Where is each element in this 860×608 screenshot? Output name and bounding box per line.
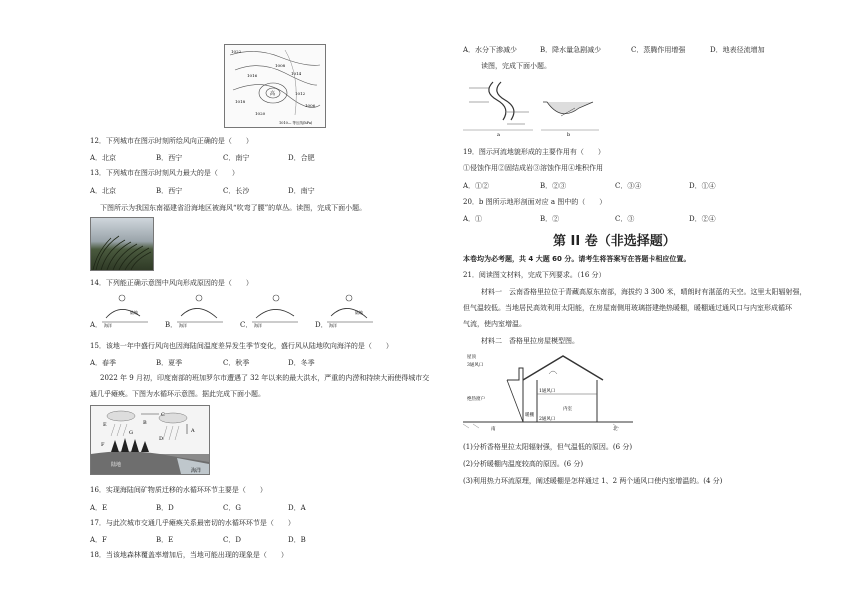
label-a: A bbox=[191, 428, 195, 434]
q21-material1-line2: 但气温较低。当地居民高效利用太阳能，在房屋南侧用玻璃搭建绝热暖棚，暖棚通过通风口与内室形成循环 bbox=[463, 304, 792, 312]
q18-stem: 18．当该地森林覆盖率增加后，当地可能出现的现象是（ ） bbox=[90, 551, 288, 559]
high-pressure-label: 高 bbox=[270, 91, 276, 97]
sea-label: 海洋 bbox=[254, 323, 262, 328]
q16-option-c[interactable]: C．G bbox=[223, 504, 241, 512]
q20-option-b[interactable]: B．② bbox=[540, 215, 560, 223]
land-label: 陆地 bbox=[355, 310, 363, 315]
q14-diagram-b bbox=[175, 292, 225, 328]
q21-stem: 21．阅读图文材料，完成下列要求。（16 分） bbox=[463, 271, 606, 279]
isobar-label: 1006 bbox=[305, 103, 316, 108]
fig-b-label: b bbox=[567, 132, 571, 136]
q20-option-a[interactable]: A．① bbox=[463, 215, 483, 223]
q13-option-c[interactable]: C．长沙 bbox=[223, 187, 250, 195]
q16-option-b[interactable]: B．D bbox=[156, 504, 174, 512]
q20-option-d[interactable]: D．②④ bbox=[689, 215, 716, 223]
q12-option-a[interactable]: A．北京 bbox=[90, 154, 117, 162]
q19-statements: ①侵蚀作用②固结成岩③溶蚀作用④堆积作用 bbox=[463, 164, 603, 172]
q18-option-a[interactable]: A．水分下渗减少 bbox=[463, 46, 518, 54]
q19-option-c[interactable]: C．③④ bbox=[615, 182, 642, 190]
river-figure bbox=[463, 78, 603, 136]
q14-diagram-d bbox=[325, 292, 375, 328]
river-diagram bbox=[463, 78, 603, 136]
isobar-map bbox=[225, 45, 325, 127]
isobar-caption: 1010— 等压线(hPa) bbox=[279, 121, 313, 125]
sea-label: 海洋 bbox=[104, 323, 112, 328]
land-label: 陆地 bbox=[111, 462, 122, 468]
q15-stem: 15．该地一年中盛行风向也因海陆间温度差异发生季节变化，盛行风从陆地吹向海洋的是（ ） bbox=[90, 342, 393, 350]
shed-label: 暖棚 bbox=[525, 413, 534, 418]
house-diagram bbox=[463, 350, 633, 432]
q15-option-a[interactable]: A．春季 bbox=[90, 359, 117, 367]
q18-option-d[interactable]: D．地表径流增加 bbox=[710, 46, 765, 54]
q18-option-b[interactable]: B．降水量急剧减少 bbox=[540, 46, 602, 54]
section-note: 本卷均为必考题，共 4 大题 60 分。请考生将答案写在答题卡相应位置。 bbox=[463, 255, 691, 263]
q20-option-c[interactable]: C．③ bbox=[615, 215, 635, 223]
section-title: 第 II 卷（非选择题） bbox=[553, 234, 676, 249]
q12-option-b[interactable]: B．西宁 bbox=[156, 154, 183, 162]
q14-diagram-c bbox=[250, 292, 300, 328]
fig-a-label: a bbox=[497, 132, 500, 136]
q19-option-d[interactable]: D．①④ bbox=[689, 182, 716, 190]
q17-option-a[interactable]: A．F bbox=[90, 536, 107, 544]
q13-option-d[interactable]: D．南宁 bbox=[288, 187, 315, 195]
vent3-label: 3通风口 bbox=[467, 363, 484, 368]
q16-option-d[interactable]: D．A bbox=[288, 504, 306, 512]
q16-stem: 16．实现海陆间矿物质迁移的水循环环节主要是（ ） bbox=[90, 486, 267, 494]
isobar-label: 1012 bbox=[295, 91, 306, 96]
q12-option-c[interactable]: C．南宁 bbox=[223, 154, 250, 162]
label-g: G bbox=[129, 430, 133, 436]
q21-part1: (1)分析香格里拉太阳辐射强，但气温低的原因。(6 分) bbox=[463, 443, 633, 451]
q14-diagram-a bbox=[100, 292, 150, 328]
q13-option-b[interactable]: B．西宁 bbox=[156, 187, 183, 195]
water-cycle-diagram bbox=[91, 406, 209, 474]
grass-photo bbox=[90, 217, 154, 271]
isobar-label: 1020 bbox=[255, 111, 266, 116]
q17-stem: 17．与此次城市交通几乎瘫痪关系最密切的水循环环节是（ ） bbox=[90, 519, 295, 527]
q17-option-d[interactable]: D．B bbox=[288, 536, 306, 544]
q15-option-b[interactable]: B．夏季 bbox=[156, 359, 183, 367]
q17-option-c[interactable]: C．D bbox=[223, 536, 241, 544]
q14-options bbox=[90, 292, 420, 332]
q14-option-b[interactable]: B． bbox=[165, 321, 178, 329]
roof-label: 屋顶 bbox=[467, 355, 476, 360]
room-label: 内室 bbox=[563, 407, 572, 412]
q12-stem: 12．下列城市在图示时刻所绘风向正确的是（ ） bbox=[90, 137, 253, 145]
vent1-label: 1通风口 bbox=[539, 389, 556, 394]
q16-intro-line1: 2022 年 9 月初，印度南部的班加罗尔市遭遇了 32 年以来的最大洪水，严重的内涝和持续大雨使得城市交 bbox=[100, 374, 430, 382]
label-e: E bbox=[103, 422, 107, 428]
water-cycle-figure bbox=[90, 405, 210, 475]
label-b: B bbox=[143, 420, 147, 426]
q14-option-d[interactable]: D． bbox=[315, 321, 328, 329]
isobar-label: 1014 bbox=[291, 71, 302, 76]
sea-label: 海洋 bbox=[191, 468, 202, 474]
q19-intro: 读图，完成下面小题。 bbox=[481, 62, 551, 70]
q19-option-a[interactable]: A．①② bbox=[463, 182, 490, 190]
q14-option-c[interactable]: C． bbox=[240, 321, 253, 329]
q16-option-a[interactable]: A．E bbox=[90, 504, 108, 512]
sea-label: 海洋 bbox=[329, 323, 337, 328]
q19-stem: 19．图示河流地貌形成的主要作用有（ ） bbox=[463, 148, 605, 156]
glass-window-label: 绝热窗户 bbox=[467, 397, 485, 402]
isobar-label: 1022 bbox=[231, 49, 242, 54]
q15-option-d[interactable]: D．冬季 bbox=[288, 359, 315, 367]
q15-option-c[interactable]: C．秋季 bbox=[223, 359, 250, 367]
q20-stem: 20．b 图所示地形剖面对应 a 图中的（ ） bbox=[463, 198, 607, 206]
isobar-label: 1018 bbox=[235, 99, 246, 104]
q13-option-a[interactable]: A．北京 bbox=[90, 187, 117, 195]
q21-material2: 材料二 香格里拉房屋模型图。 bbox=[481, 337, 579, 345]
land-label: 陆地 bbox=[130, 310, 138, 315]
label-d: D bbox=[159, 436, 164, 442]
q21-material1-line3: 气流，使内室增温。 bbox=[463, 320, 526, 328]
q21-part2: (2)分析暖棚内温度较高的原因。(6 分) bbox=[463, 460, 584, 468]
q21-material1-line1: 材料一 云南香格里拉位于青藏高原东南部，海拔约 3 300 米，晴朗时有湛蓝的天空。这里太阳辐射强， bbox=[481, 288, 807, 296]
q21-part3: (3)利用热力环流原理，阐述暖棚是怎样通过 1、2 两个通风口使内室增温的。(4 分) bbox=[463, 477, 723, 485]
sea-label: 海洋 bbox=[179, 323, 187, 328]
south-label: 南 bbox=[491, 427, 496, 432]
vent2-label: 2通风口 bbox=[539, 417, 556, 422]
q18-option-c[interactable]: C．蒸腾作用增强 bbox=[631, 46, 686, 54]
isobar-label: 1016 bbox=[247, 73, 258, 78]
q12-option-d[interactable]: D．合肥 bbox=[288, 154, 315, 162]
isobar-label: 1008 bbox=[275, 63, 286, 68]
q16-intro-line2: 通几乎瘫痪。下图为水循环示意图。据此完成下面小题。 bbox=[90, 390, 265, 398]
label-c: C bbox=[161, 412, 165, 418]
house-figure bbox=[463, 350, 633, 432]
q17-option-b[interactable]: B．E bbox=[156, 536, 174, 544]
q14-stem: 14．下列能正确示意图中风向形成原因的是（ ） bbox=[90, 279, 253, 287]
q13-stem: 13．下列城市在图示时刻风力最大的是（ ） bbox=[90, 169, 239, 177]
label-f: F bbox=[101, 442, 105, 448]
north-label: 北 bbox=[613, 427, 618, 432]
q14-option-a[interactable]: A． bbox=[90, 321, 103, 329]
q14-intro: 下图所示为我国东南福建省沿海地区被海风“吹弯了腰”的草丛。读图，完成下面小题。 bbox=[100, 204, 367, 212]
q19-option-b[interactable]: B．②③ bbox=[540, 182, 567, 190]
isobar-map-figure bbox=[224, 44, 326, 128]
grass-drawing bbox=[91, 218, 153, 270]
